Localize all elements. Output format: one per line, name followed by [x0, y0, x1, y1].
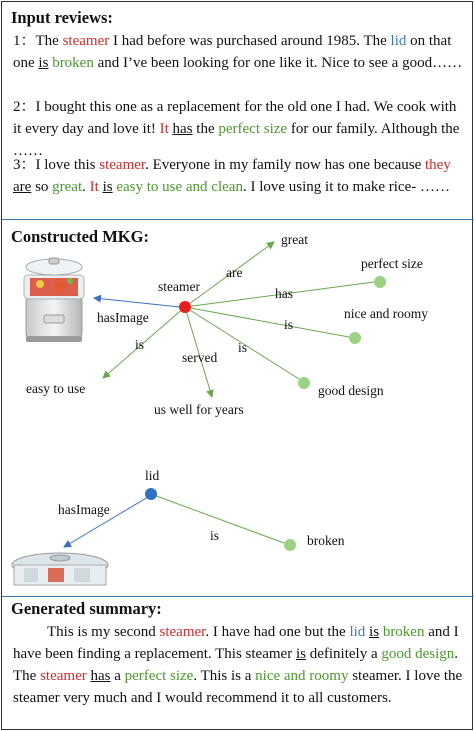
highlight-it: It	[89, 179, 99, 195]
summary-segment: . The	[13, 646, 459, 684]
node-lid	[145, 488, 157, 500]
node-broken	[284, 539, 296, 551]
edge-label-is-broken: is	[210, 528, 220, 543]
highlight-steamer: steamer	[159, 624, 206, 640]
highlight-steamer: steamer	[99, 157, 146, 173]
edge-label-has: has	[275, 286, 293, 301]
edge-label-is-nice: is	[284, 317, 294, 332]
edge-label-hasimage-steamer: hasImage	[97, 310, 149, 325]
summary-segment: a	[110, 668, 125, 684]
highlight-steamer: steamer	[40, 668, 87, 684]
edge-label-is-easy: is	[135, 337, 145, 352]
highlight-broken: broken	[382, 624, 425, 640]
highlight-perfect-size: perfect size	[218, 121, 288, 137]
node-perfect-size	[374, 276, 386, 288]
review-text: for our family. Although the ……	[13, 121, 460, 159]
section-divider	[2, 596, 474, 597]
edge-label-is-design: is	[238, 340, 248, 355]
highlight-lid: lid	[349, 624, 366, 640]
label-perfect-size: perfect size	[361, 256, 423, 271]
label-nice-roomy: nice and roomy	[344, 306, 428, 321]
edge-hasimage-steamer	[94, 298, 180, 307]
review-text: the	[192, 121, 219, 137]
review-text: I had before was purchased around 1985. The	[109, 33, 391, 49]
node-nice-roomy	[349, 332, 361, 344]
label-lid: lid	[145, 468, 160, 483]
highlight-is: is	[369, 624, 380, 640]
review-text: I love this	[35, 157, 100, 173]
review-number: 2：	[13, 99, 36, 115]
highlight-it: It	[159, 121, 169, 137]
highlight-good-design: good design	[381, 646, 455, 662]
input-reviews-title: Input reviews:	[11, 8, 113, 27]
highlight-has: has	[90, 668, 111, 684]
highlight-easy-to-use: easy to use and clean	[116, 179, 243, 195]
steamer-image	[24, 258, 84, 342]
review-text: .	[82, 179, 90, 195]
highlight-steamer: steamer	[62, 33, 110, 49]
highlight-is: is	[38, 55, 49, 71]
review-text: . Everyone in my family now has one because	[145, 157, 426, 173]
highlight-broken: broken	[52, 55, 94, 71]
knowledge-graph	[2, 220, 474, 595]
summary-segment: steamer. I love the steamer very much and I would recommend it to all customers.	[13, 668, 463, 706]
highlight-has: has	[172, 121, 193, 137]
edge-label-served: served	[182, 350, 218, 365]
figure-frame	[1, 1, 473, 730]
review-text: The	[35, 33, 63, 49]
mkg-title: Constructed MKG:	[11, 227, 149, 246]
review-number: 1：	[13, 33, 36, 49]
lid-image	[12, 553, 108, 585]
summary-segment: . I have had one but the	[205, 624, 350, 640]
summary-title: Generated summary:	[11, 599, 162, 618]
highlight-they: they	[425, 157, 451, 173]
label-broken: broken	[307, 533, 345, 548]
highlight-is: is	[102, 179, 113, 195]
highlight-are: are	[13, 179, 32, 195]
review-text: . I love using it to make rice- ……	[242, 179, 450, 195]
highlight-perfect-size: perfect size	[124, 668, 194, 684]
review-text: I bought this one as a replacement for the old one I had. We cook with it every day and love it!	[13, 99, 457, 137]
summary-segment: definitely a	[305, 646, 382, 662]
node-good-design	[298, 377, 310, 389]
highlight-lid: lid	[390, 33, 407, 49]
label-great: great	[281, 232, 308, 247]
highlight-nice-roomy: nice and roomy	[255, 668, 349, 684]
highlight-is: is	[295, 646, 306, 662]
edge-label-are: are	[226, 265, 243, 280]
label-good-design: good design	[318, 383, 384, 398]
review-text: so	[31, 179, 53, 195]
summary-segment: . This is a	[193, 668, 256, 684]
label-easy-use: easy to use	[26, 381, 86, 396]
summary-text	[13, 621, 465, 709]
summary-segment: This is my second	[47, 624, 160, 640]
review-text: and I’ve been looking for one like it. Nice to see a good……	[93, 55, 463, 71]
review-1	[13, 30, 465, 74]
review-number: 3：	[13, 157, 36, 173]
summary-segment: and I have been finding a replacement. This steamer	[13, 624, 459, 662]
highlight-great: great	[52, 179, 83, 195]
label-steamer: steamer	[158, 279, 200, 294]
label-well-years: us well for years	[154, 402, 244, 417]
node-steamer	[179, 301, 191, 313]
review-text: on that one	[13, 33, 452, 71]
review-3	[13, 154, 465, 198]
edge-label-hasimage-lid: hasImage	[58, 502, 110, 517]
review-2	[13, 96, 465, 162]
